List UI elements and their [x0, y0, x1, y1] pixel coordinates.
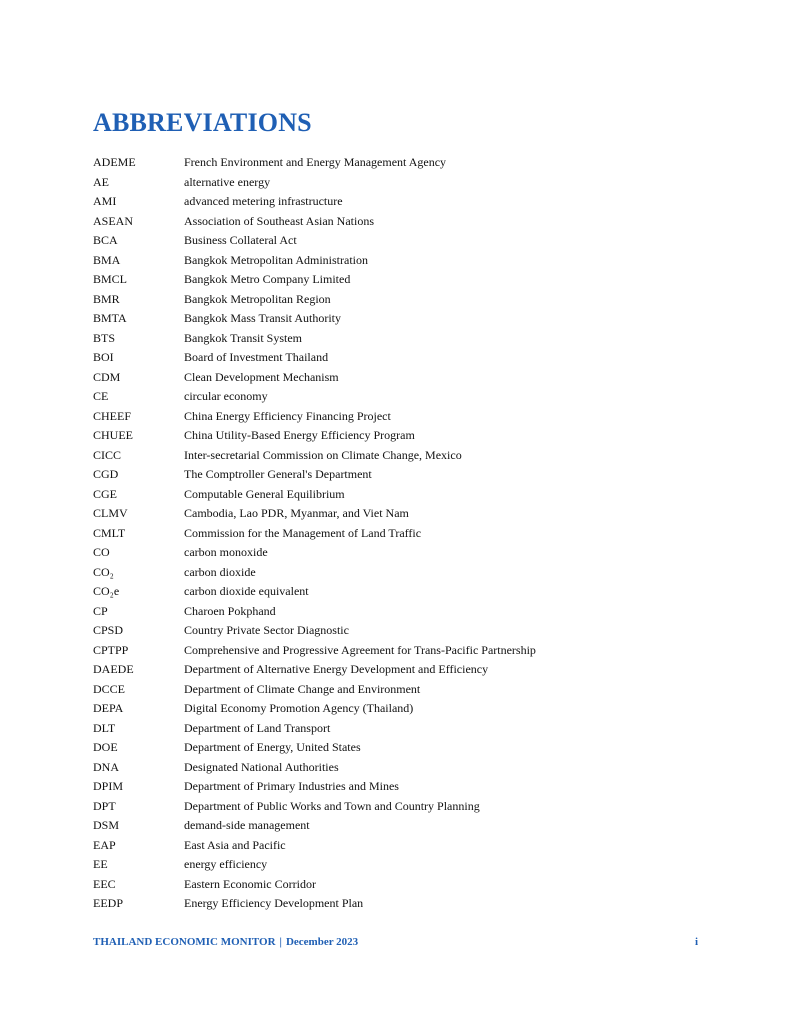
abbreviation-row — [93, 231, 713, 251]
abbreviation-definition: Cambodia, Lao PDR, Myanmar, and Viet Nam — [184, 506, 409, 520]
page-number: i — [694, 936, 698, 948]
abbreviation-term: CHEEF — [93, 408, 132, 423]
abbreviation-row — [93, 758, 713, 778]
abbreviation-definition: China Utility-Based Energy Efficiency Program — [184, 428, 415, 442]
abbreviation-definition: Computable General Equilibrium — [184, 486, 345, 501]
abbreviation-row — [93, 153, 713, 173]
abbreviation-term: DCCE — [93, 681, 126, 696]
abbreviation-term: DPT — [93, 798, 116, 813]
abbreviation-definition: Bangkok Transit System — [184, 330, 303, 345]
abbreviation-term: CLMV — [93, 506, 128, 520]
abbreviation-row — [93, 855, 713, 875]
abbreviation-row — [93, 602, 713, 622]
abbreviation-row — [93, 816, 713, 836]
abbreviation-term: DEPA — [93, 701, 124, 715]
abbreviation-row — [93, 738, 713, 758]
abbreviation-term: DOE — [93, 740, 118, 754]
page-title: ABBREVIATIONS — [93, 108, 312, 137]
abbreviation-row — [93, 875, 713, 895]
abbreviation-row — [93, 641, 713, 661]
abbreviation-row — [93, 894, 713, 914]
abbreviation-term: BCA — [93, 233, 118, 247]
abbreviation-row — [93, 543, 713, 563]
abbreviation-definition: Business Collateral Act — [184, 233, 297, 247]
abbreviation-term: AMI — [93, 194, 117, 208]
abbreviation-row — [93, 251, 713, 271]
abbreviation-definition: Country Private Sector Diagnostic — [184, 623, 349, 637]
abbreviation-definition: Charoen Pokphand — [184, 603, 276, 618]
abbreviation-row — [93, 270, 713, 290]
abbreviation-definition: Digital Economy Promotion Agency (Thailand) — [184, 701, 414, 715]
abbreviation-term: EAP — [93, 837, 116, 852]
abbreviation-definition: carbon monoxide — [184, 545, 268, 559]
abbreviation-row — [93, 719, 713, 739]
abbreviation-term: BOI — [93, 350, 114, 364]
abbreviation-row — [93, 329, 713, 349]
abbreviation-definition: Clean Development Mechanism — [184, 369, 339, 384]
abbreviation-row — [93, 290, 713, 310]
abbreviation-term: CGE — [93, 486, 117, 501]
abbreviation-row — [93, 660, 713, 680]
abbreviation-definition: Board of Investment Thailand — [184, 350, 329, 364]
abbreviation-definition: Bangkok Metropolitan Administration — [184, 252, 368, 267]
abbreviation-definition: Department of Energy, United States — [184, 740, 361, 754]
abbreviation-term: CO₂ — [93, 564, 114, 579]
abbreviation-definition: Bangkok Metropolitan Region — [184, 291, 331, 306]
abbreviation-definition: carbon dioxide equivalent — [184, 584, 309, 598]
abbreviation-definition: Eastern Economic Corridor — [184, 876, 316, 891]
abbreviation-term: BMR — [93, 291, 120, 306]
abbreviation-row — [93, 212, 713, 232]
abbreviation-row — [93, 777, 713, 797]
abbreviation-row — [93, 173, 713, 193]
abbreviation-row — [93, 348, 713, 368]
abbreviation-term: DNA — [93, 759, 119, 774]
abbreviation-definition: carbon dioxide — [184, 564, 256, 579]
abbreviation-definition: Commission for the Management of Land Traffic — [184, 525, 422, 540]
abbreviation-definition: energy efficiency — [184, 857, 268, 871]
abbreviation-definition: Department of Alternative Energy Development and Efficiency — [184, 662, 489, 676]
footer-date: December 2023 — [285, 936, 359, 948]
abbreviation-row — [93, 797, 713, 817]
abbreviation-definition: Department of Climate Change and Environment — [184, 681, 421, 696]
abbreviation-row — [93, 485, 713, 505]
abbreviation-row — [93, 407, 713, 427]
abbreviation-row — [93, 563, 713, 583]
abbreviation-row — [93, 524, 713, 544]
abbreviation-row — [93, 621, 713, 641]
abbreviation-term: ASEAN — [93, 213, 134, 228]
abbreviation-term: EEDP — [93, 896, 123, 910]
abbreviation-row — [93, 699, 713, 719]
abbreviation-row — [93, 368, 713, 388]
abbreviation-definition: French Environment and Energy Management Agency — [184, 155, 447, 169]
abbreviation-definition: China Energy Efficiency Financing Project — [184, 408, 391, 423]
abbreviation-term: ADEME — [93, 155, 136, 169]
abbreviation-definition: Bangkok Metro Company Limited — [184, 272, 351, 286]
abbreviation-definition: Inter-secretarial Commission on Climate Change, Mexico — [184, 447, 462, 462]
abbreviation-definition: alternative energy — [184, 174, 271, 189]
abbreviation-term: EEC — [93, 876, 116, 891]
abbreviation-row — [93, 680, 713, 700]
abbreviation-term: CPSD — [93, 623, 124, 637]
abbreviation-row — [93, 426, 713, 446]
abbreviation-row — [93, 836, 713, 856]
footer-separator: | — [279, 936, 282, 948]
abbreviation-term: CO — [93, 545, 110, 559]
abbreviation-term: CE — [93, 389, 109, 403]
abbreviation-definition: Bangkok Mass Transit Authority — [184, 311, 342, 325]
abbreviation-term: CMLT — [93, 525, 126, 540]
abbreviation-row — [93, 465, 713, 485]
abbreviation-definition: Department of Public Works and Town and Country Planning — [184, 798, 480, 813]
abbreviation-term: BMTA — [93, 311, 127, 325]
abbreviation-definition: Designated National Authorities — [184, 759, 339, 774]
abbreviation-definition: East Asia and Pacific — [184, 837, 286, 852]
abbreviation-list — [93, 153, 713, 914]
abbreviation-row — [93, 309, 713, 329]
abbreviation-row — [93, 446, 713, 466]
abbreviation-term: CDM — [93, 369, 121, 384]
abbreviation-row — [93, 504, 713, 524]
abbreviation-term: BMCL — [93, 272, 128, 286]
abbreviation-definition: Comprehensive and Progressive Agreement for Trans-Pacific Partnership — [184, 642, 536, 657]
abbreviation-term: CICC — [93, 447, 122, 462]
abbreviation-definition: advanced metering infrastructure — [184, 194, 343, 208]
abbreviation-term: DAEDE — [93, 662, 134, 676]
abbreviation-term: CO₂e — [93, 584, 120, 598]
abbreviation-definition: The Comptroller General's Department — [184, 467, 372, 481]
abbreviation-term: CP — [93, 603, 108, 618]
abbreviation-definition: Association of Southeast Asian Nations — [184, 213, 374, 228]
abbreviation-term: CPTPP — [93, 642, 129, 657]
abbreviation-row — [93, 387, 713, 407]
abbreviation-term: DPIM — [93, 779, 124, 793]
abbreviation-term: CHUEE — [93, 428, 133, 442]
abbreviation-row — [93, 192, 713, 212]
abbreviation-definition: Department of Land Transport — [184, 720, 331, 735]
abbreviation-definition: demand-side management — [184, 818, 310, 832]
abbreviation-term: DLT — [93, 720, 116, 735]
page-footer — [93, 934, 698, 950]
abbreviation-term: BMA — [93, 252, 121, 267]
abbreviation-term: BTS — [93, 330, 116, 345]
abbreviation-row — [93, 582, 713, 602]
abbreviation-term: EE — [93, 857, 108, 871]
abbreviation-definition: Energy Efficiency Development Plan — [184, 896, 364, 910]
abbreviation-term: CGD — [93, 467, 119, 481]
abbreviation-term: AE — [93, 174, 109, 189]
abbreviation-definition: circular economy — [184, 389, 268, 403]
abbreviation-definition: Department of Primary Industries and Mines — [184, 779, 399, 793]
abbreviation-term: DSM — [93, 818, 120, 832]
footer-running-title — [93, 934, 358, 950]
footer-publication: THAILAND ECONOMIC MONITOR — [93, 936, 276, 948]
